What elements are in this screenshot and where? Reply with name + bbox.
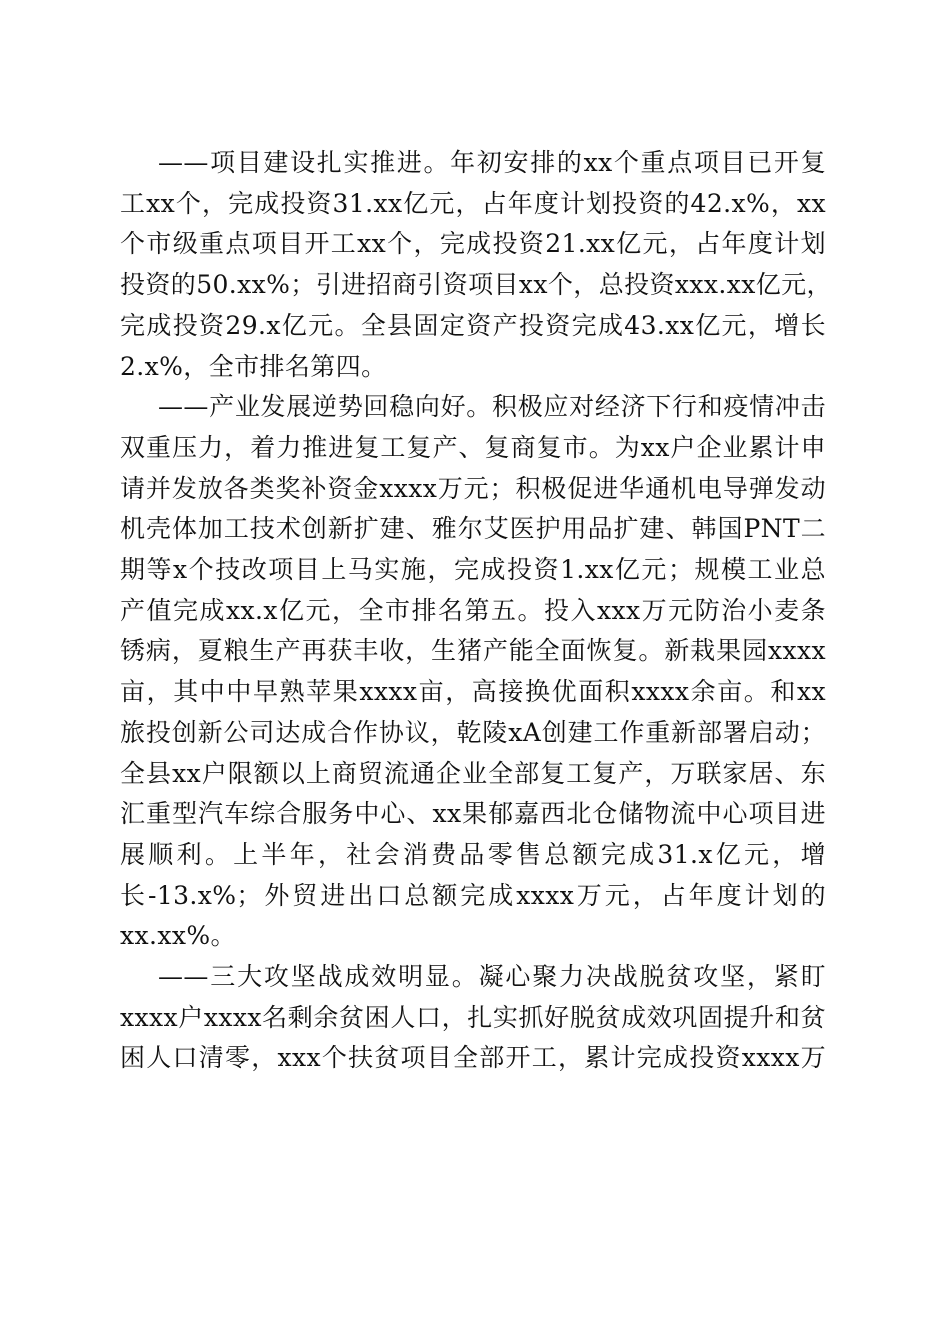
text-line: 旅投创新公司达成合作协议，乾陵xA创建工作重新部署启动； bbox=[120, 717, 826, 747]
text-line: 2.x%，全市排名第四。 bbox=[120, 351, 387, 381]
paragraph-project-construction bbox=[120, 143, 832, 387]
text-line: 双重压力，着力推进复工复产、复商复市。为xx户企业累计申 bbox=[120, 432, 826, 462]
text-line: 展顺利。上半年，社会消费品零售总额完成31.x亿元，增 bbox=[120, 839, 826, 869]
paragraph-three-battles bbox=[120, 957, 826, 1079]
text-line: 长-13.x%；外贸进出口总额完成xxxx万元，占年度计划的 bbox=[120, 880, 826, 910]
document-page bbox=[120, 143, 832, 1079]
text-line: ——三大攻坚战成效明显。凝心聚力决战脱贫攻坚，紧盯 bbox=[158, 962, 826, 992]
text-line: 锈病，夏粮生产再获丰收，生猪产能全面恢复。新栽果园xxxx bbox=[120, 636, 826, 666]
text-line: 汇重型汽车综合服务中心、xx果郁嘉西北仓储物流中心项目进 bbox=[120, 799, 826, 829]
text-line: 投资的50.xx%；引进招商引资项目xx个，总投资xxx.xx亿元， bbox=[120, 270, 832, 300]
text-line: 个市级重点项目开工xx个，完成投资21.xx亿元，占年度计划 bbox=[120, 229, 826, 259]
text-line: 困人口清零，xxx个扶贫项目全部开工，累计完成投资xxxx万 bbox=[120, 1043, 826, 1073]
text-line: ——项目建设扎实推进。年初安排的xx个重点项目已开复 bbox=[158, 148, 826, 177]
text-line: 机壳体加工技术创新扩建、雅尔艾医护用品扩建、韩国PNT二 bbox=[120, 514, 826, 544]
text-line: xx.xx%。 bbox=[120, 921, 236, 951]
text-line: 工xx个，完成投资31.xx亿元，占年度计划投资的42.x%，xx bbox=[120, 188, 826, 218]
text-line: 产值完成xx.x亿元，全市排名第五。投入xxx万元防治小麦条 bbox=[120, 595, 826, 625]
text-line: 全县xx户限额以上商贸流通企业全部复工复产，万联家居、东 bbox=[120, 758, 826, 788]
text-line: 期等x个技改项目上马实施，完成投资1.xx亿元；规模工业总 bbox=[120, 555, 826, 585]
text-line: xxxx户xxxx名剩余贫困人口，扎实抓好脱贫成效巩固提升和贫 bbox=[120, 1002, 826, 1032]
text-line: ——产业发展逆势回稳向好。积极应对经济下行和疫情冲击 bbox=[158, 392, 826, 422]
paragraph-industry-development bbox=[120, 387, 826, 957]
text-line: 请并发放各类奖补资金xxxx万元；积极促进华通机电导弹发动 bbox=[120, 473, 826, 503]
text-line: 完成投资29.x亿元。全县固定资产投资完成43.xx亿元，增长 bbox=[120, 310, 826, 340]
text-line: 亩，其中中早熟苹果xxxx亩，高接换优面积xxxx余亩。和xx bbox=[120, 677, 826, 707]
